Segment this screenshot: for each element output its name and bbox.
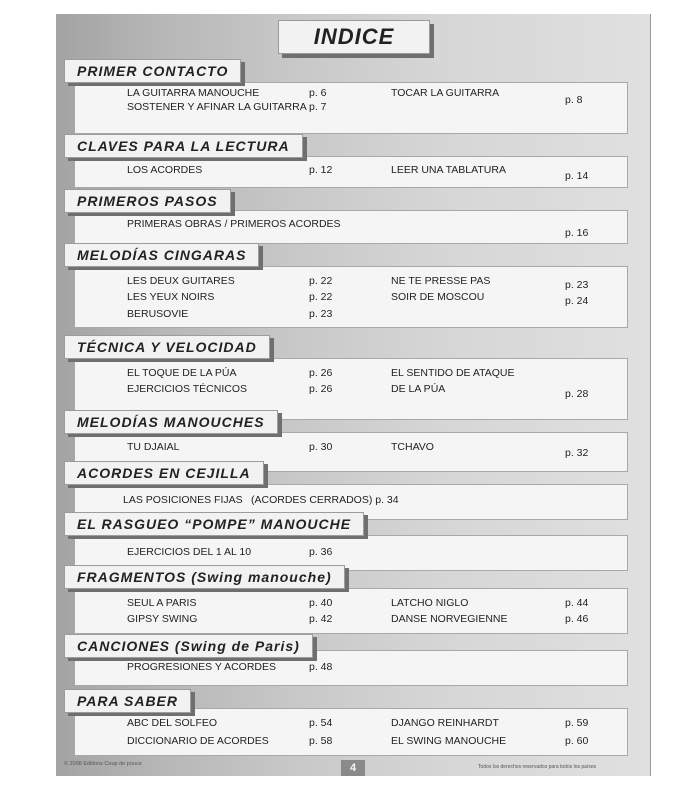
copyright-note: © 2008 Editions Coup de pouce xyxy=(64,761,142,767)
entry-page: p. 44 xyxy=(565,597,589,609)
section-box xyxy=(74,708,628,756)
entry-page: p. 12 xyxy=(309,164,333,176)
entry-page: p. 36 xyxy=(309,546,333,558)
section-heading: CLAVES PARA LA LECTURA xyxy=(64,134,303,158)
section-heading: CANCIONES (Swing de Paris) xyxy=(64,634,313,658)
entry-title: EJERCICIOS DEL 1 AL 10 xyxy=(127,546,252,558)
entry-title: (ACORDES CERRADOS) p. 34 xyxy=(251,494,399,506)
entry-page: p. 40 xyxy=(309,597,333,609)
entry-title: SEUL A PARIS xyxy=(127,597,197,609)
entry-title: GIPSY SWING xyxy=(127,613,198,625)
section-heading: FRAGMENTOS (Swing manouche) xyxy=(64,565,345,589)
entry-title: SOSTENER Y AFINAR LA GUITARRA xyxy=(127,101,307,113)
entry-title: EJERCICIOS TÉCNICOS xyxy=(127,383,247,395)
entry-title: EL SENTIDO DE ATAQUE xyxy=(391,367,515,379)
entry-page: p. 46 xyxy=(565,613,589,625)
entry-title: DE LA PÚA xyxy=(391,383,446,395)
entry-title: ABC DEL SOLFEO xyxy=(127,717,218,729)
entry-title: SOIR DE MOSCOU xyxy=(391,291,485,303)
entry-page: p. 6 xyxy=(309,87,327,99)
entry-title: PROGRESIONES Y ACORDES xyxy=(127,661,276,673)
section-heading: EL RASGUEO “POMPE” MANOUCHE xyxy=(64,512,364,536)
entry-title: LES YEUX NOIRS xyxy=(127,291,215,303)
page-number: 4 xyxy=(341,760,365,776)
entry-page: p. 23 xyxy=(565,279,589,291)
page-title: INDICE xyxy=(278,20,430,54)
entry-page: p. 30 xyxy=(309,441,333,453)
entry-page: p. 60 xyxy=(565,735,589,747)
entry-title: NE TE PRESSE PAS xyxy=(391,275,491,287)
entry-title: EL SWING MANOUCHE xyxy=(391,735,507,747)
entry-page: p. 8 xyxy=(565,94,583,106)
entry-title: LES DEUX GUITARES xyxy=(127,275,235,287)
entry-title: PRIMERAS OBRAS / PRIMEROS ACORDES xyxy=(127,218,341,230)
entry-page: p. 28 xyxy=(565,388,589,400)
entry-page: p. 14 xyxy=(565,170,589,182)
entry-title: TU DJAIAL xyxy=(127,441,180,453)
entry-page: p. 48 xyxy=(309,661,333,673)
entry-page: p. 26 xyxy=(309,367,333,379)
section-heading: MELODÍAS MANOUCHES xyxy=(64,410,278,434)
section-heading: MELODÍAS CINGARAS xyxy=(64,243,259,267)
entry-title: LOS ACORDES xyxy=(127,164,203,176)
index-page xyxy=(56,14,650,776)
entry-page: p. 59 xyxy=(565,717,589,729)
entry-page: p. 7 xyxy=(309,101,327,113)
entry-title: LATCHO NIGLO xyxy=(391,597,469,609)
entry-page: p. 22 xyxy=(309,291,333,303)
section-heading: TÉCNICA Y VELOCIDAD xyxy=(64,335,270,359)
entry-title: DANSE NORVEGIENNE xyxy=(391,613,508,625)
entry-page: p. 22 xyxy=(309,275,333,287)
section-box xyxy=(74,266,628,328)
rights-note: Todos los derechos reservados para todos los países xyxy=(478,764,597,770)
section-heading: ACORDES EN CEJILLA xyxy=(64,461,264,485)
entry-title: LAS POSICIONES FIJAS xyxy=(123,494,243,506)
section-box xyxy=(74,210,628,244)
section-heading: PRIMEROS PASOS xyxy=(64,189,231,213)
entry-title: DJANGO REINHARDT xyxy=(391,717,499,729)
entry-title: LA GUITARRA MANOUCHE xyxy=(127,87,260,99)
section-heading: PARA SABER xyxy=(64,689,191,713)
entry-page: p. 54 xyxy=(309,717,333,729)
entry-title: TOCAR LA GUITARRA xyxy=(391,87,500,99)
entry-title: DICCIONARIO DE ACORDES xyxy=(127,735,269,747)
entry-page: p. 24 xyxy=(565,295,589,307)
section-box xyxy=(74,156,628,188)
entry-page: p. 58 xyxy=(309,735,333,747)
entry-title: EL TOQUE DE LA PÚA xyxy=(127,367,237,379)
entry-title: TCHAVO xyxy=(391,441,434,453)
entry-title: LEER UNA TABLATURA xyxy=(391,164,506,176)
entry-title: BERUSOVIE xyxy=(127,308,189,320)
section-box xyxy=(74,588,628,634)
entry-page: p. 23 xyxy=(309,308,333,320)
section-box xyxy=(74,82,628,134)
entry-page: p. 32 xyxy=(565,447,589,459)
entry-page: p. 26 xyxy=(309,383,333,395)
entry-page: p. 42 xyxy=(309,613,333,625)
entry-page: p. 16 xyxy=(565,227,589,239)
section-heading: PRIMER CONTACTO xyxy=(64,59,241,83)
